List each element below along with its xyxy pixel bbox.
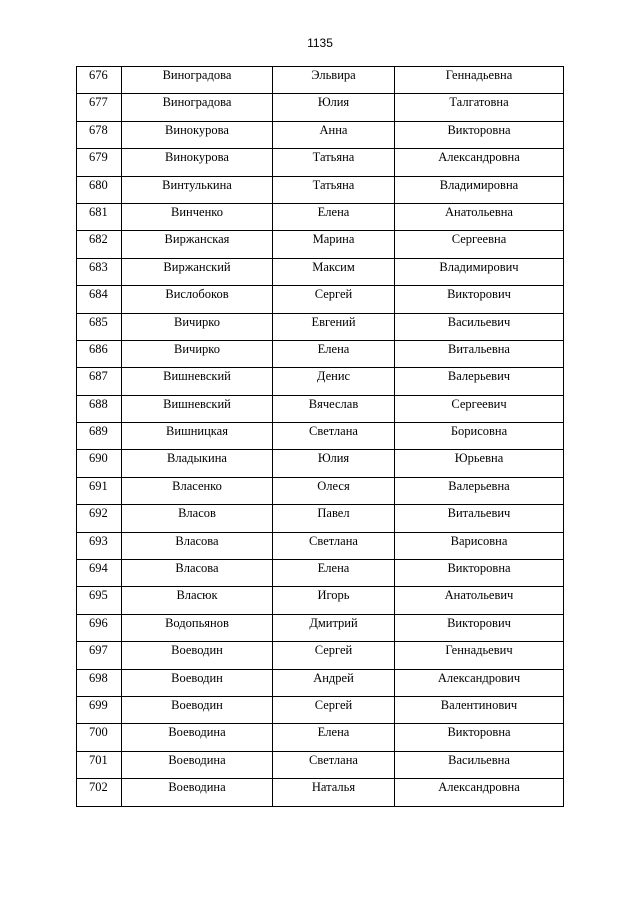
first-name-cell: Наталья [273,779,395,806]
last-name-cell: Виржанская [122,231,273,258]
row-number-cell: 692 [77,505,122,532]
first-name-cell: Эльвира [273,67,395,94]
table-row [77,67,564,94]
last-name-cell: Воеводина [122,779,273,806]
row-number-cell: 693 [77,532,122,559]
patronymic-cell: Васильевна [395,751,564,778]
patronymic-cell: Владимировна [395,176,564,203]
first-name-cell: Светлана [273,532,395,559]
last-name-cell: Власюк [122,587,273,614]
first-name-cell: Анна [273,121,395,148]
last-name-cell: Воеводина [122,751,273,778]
last-name-cell: Виноградова [122,67,273,94]
first-name-cell: Марина [273,231,395,258]
last-name-cell: Виржанский [122,258,273,285]
patronymic-cell: Александрович [395,669,564,696]
patronymic-cell: Талгатовна [395,94,564,121]
last-name-cell: Вичирко [122,313,273,340]
first-name-cell: Юлия [273,94,395,121]
table-row [77,696,564,723]
last-name-cell: Вислобоков [122,286,273,313]
table-row [77,751,564,778]
table-row [77,340,564,367]
row-number-cell: 691 [77,477,122,504]
table-row [77,779,564,806]
first-name-cell: Сергей [273,642,395,669]
first-name-cell: Елена [273,203,395,230]
table-row [77,669,564,696]
table-row [77,149,564,176]
table-row [77,532,564,559]
last-name-cell: Воеводин [122,696,273,723]
table-row [77,313,564,340]
row-number-cell: 685 [77,313,122,340]
first-name-cell: Елена [273,724,395,751]
last-name-cell: Вичирко [122,340,273,367]
patronymic-cell: Юрьевна [395,450,564,477]
first-name-cell: Максим [273,258,395,285]
row-number-cell: 684 [77,286,122,313]
row-number-cell: 681 [77,203,122,230]
table-row [77,203,564,230]
first-name-cell: Светлана [273,751,395,778]
roster-table [76,66,564,807]
table-row [77,505,564,532]
first-name-cell: Вячеслав [273,395,395,422]
first-name-cell: Игорь [273,587,395,614]
patronymic-cell: Викторович [395,614,564,641]
row-number-cell: 689 [77,423,122,450]
row-number-cell: 702 [77,779,122,806]
last-name-cell: Власова [122,560,273,587]
patronymic-cell: Викторовна [395,560,564,587]
row-number-cell: 688 [77,395,122,422]
patronymic-cell: Викторовна [395,724,564,751]
first-name-cell: Сергей [273,696,395,723]
first-name-cell: Евгений [273,313,395,340]
row-number-cell: 701 [77,751,122,778]
table-row [77,395,564,422]
table-row [77,258,564,285]
last-name-cell: Водопьянов [122,614,273,641]
table-row [77,642,564,669]
first-name-cell: Елена [273,560,395,587]
patronymic-cell: Александровна [395,779,564,806]
row-number-cell: 676 [77,67,122,94]
patronymic-cell: Викторович [395,286,564,313]
table-row [77,560,564,587]
first-name-cell: Сергей [273,286,395,313]
patronymic-cell: Александровна [395,149,564,176]
last-name-cell: Винокурова [122,149,273,176]
patronymic-cell: Валентинович [395,696,564,723]
patronymic-cell: Борисовна [395,423,564,450]
patronymic-cell: Варисовна [395,532,564,559]
first-name-cell: Дмитрий [273,614,395,641]
patronymic-cell: Анатольевна [395,203,564,230]
row-number-cell: 694 [77,560,122,587]
patronymic-cell: Анатольевич [395,587,564,614]
first-name-cell: Юлия [273,450,395,477]
last-name-cell: Вишневский [122,368,273,395]
last-name-cell: Вишневский [122,395,273,422]
patronymic-cell: Геннадьевич [395,642,564,669]
row-number-cell: 700 [77,724,122,751]
last-name-cell: Власов [122,505,273,532]
first-name-cell: Светлана [273,423,395,450]
table-row [77,176,564,203]
last-name-cell: Винтулькина [122,176,273,203]
last-name-cell: Владыкина [122,450,273,477]
table-row [77,587,564,614]
patronymic-cell: Валерьевна [395,477,564,504]
patronymic-cell: Васильевич [395,313,564,340]
row-number-cell: 679 [77,149,122,176]
row-number-cell: 699 [77,696,122,723]
last-name-cell: Воеводина [122,724,273,751]
row-number-cell: 698 [77,669,122,696]
row-number-cell: 696 [77,614,122,641]
row-number-cell: 687 [77,368,122,395]
row-number-cell: 690 [77,450,122,477]
table-row [77,368,564,395]
patronymic-cell: Сергеевич [395,395,564,422]
first-name-cell: Андрей [273,669,395,696]
table-row [77,477,564,504]
first-name-cell: Елена [273,340,395,367]
page-number: 1135 [307,36,333,50]
table-row [77,231,564,258]
first-name-cell: Олеся [273,477,395,504]
last-name-cell: Вишницкая [122,423,273,450]
row-number-cell: 686 [77,340,122,367]
last-name-cell: Винченко [122,203,273,230]
patronymic-cell: Витальевна [395,340,564,367]
row-number-cell: 677 [77,94,122,121]
patronymic-cell: Валерьевич [395,368,564,395]
last-name-cell: Виноградова [122,94,273,121]
row-number-cell: 678 [77,121,122,148]
last-name-cell: Власова [122,532,273,559]
last-name-cell: Власенко [122,477,273,504]
row-number-cell: 697 [77,642,122,669]
table-row [77,724,564,751]
last-name-cell: Воеводин [122,642,273,669]
table-row [77,423,564,450]
patronymic-cell: Витальевич [395,505,564,532]
table-row [77,286,564,313]
first-name-cell: Денис [273,368,395,395]
table-row [77,614,564,641]
patronymic-cell: Владимирович [395,258,564,285]
patronymic-cell: Викторовна [395,121,564,148]
roster-table-body [77,67,564,807]
patronymic-cell: Геннадьевна [395,67,564,94]
last-name-cell: Винокурова [122,121,273,148]
first-name-cell: Павел [273,505,395,532]
table-row [77,94,564,121]
first-name-cell: Татьяна [273,176,395,203]
patronymic-cell: Сергеевна [395,231,564,258]
row-number-cell: 683 [77,258,122,285]
last-name-cell: Воеводин [122,669,273,696]
row-number-cell: 680 [77,176,122,203]
table-row [77,121,564,148]
first-name-cell: Татьяна [273,149,395,176]
row-number-cell: 682 [77,231,122,258]
table-row [77,450,564,477]
row-number-cell: 695 [77,587,122,614]
